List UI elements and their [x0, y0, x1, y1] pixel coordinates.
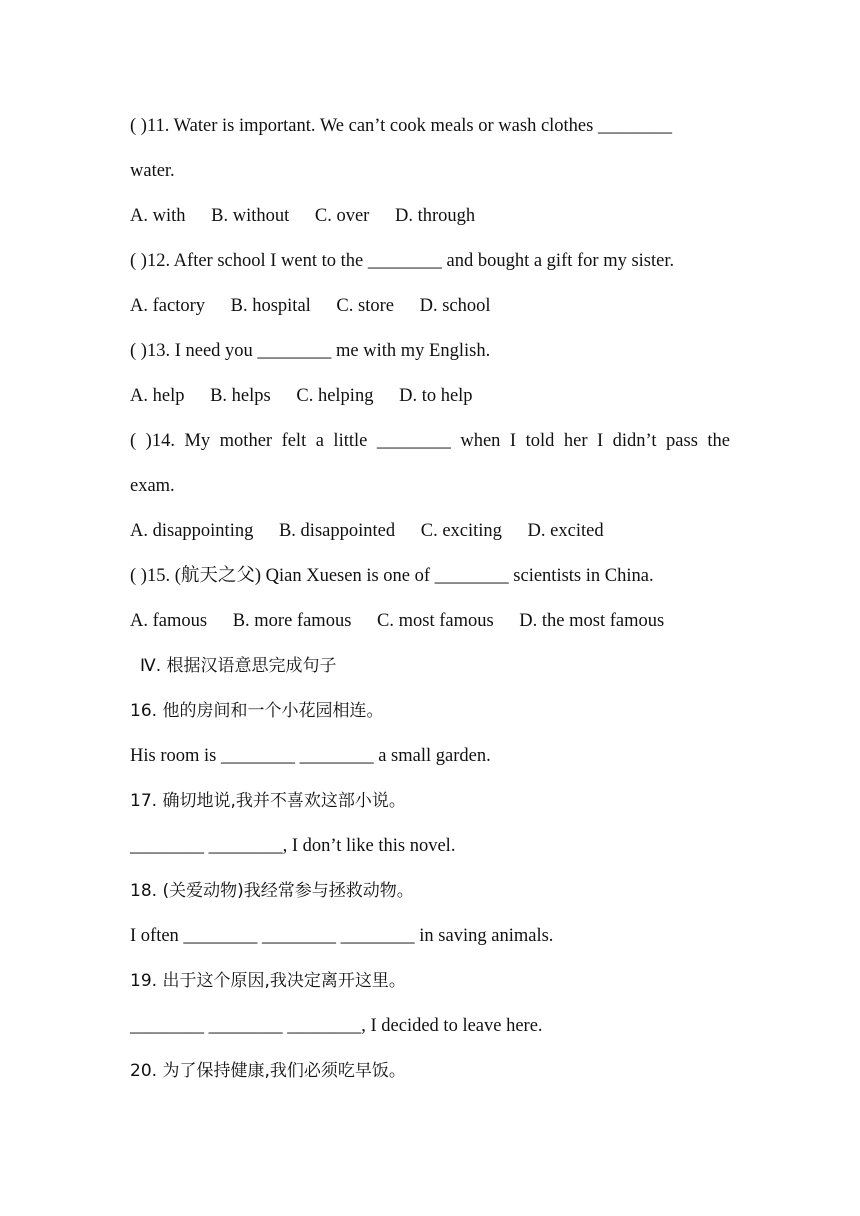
- question-13-stem: ( )13. I need you ________ me with my English.: [130, 341, 491, 361]
- question-11-options: [130, 194, 730, 239]
- translation-18-prompt: 18. (关爱动物)我经常参与拯救动物。: [130, 881, 414, 901]
- option-c: C. helping: [296, 386, 374, 406]
- option-d: D. to help: [399, 386, 473, 406]
- translation-16-answer: His room is ________ ________ a small garden.: [130, 746, 491, 766]
- option-d: D. through: [394, 206, 476, 226]
- option-b: B. helps: [210, 386, 271, 406]
- question-11-stem: ( )11. Water is important. We can’t cook meals or wash clothes ________: [130, 116, 672, 136]
- option-b: B. without: [211, 206, 290, 226]
- question-14-options: [130, 509, 730, 554]
- question-12-options: [130, 284, 730, 329]
- option-b: B. hospital: [230, 296, 311, 316]
- option-d: D. school: [419, 296, 491, 316]
- translation-18-answer: I often ________ ________ ________ in saving animals.: [130, 926, 554, 946]
- translation-17-answer: ________ ________, I don’t like this novel.: [130, 836, 456, 856]
- question-14-stem: ( )14. My mother felt a little ________ when I told her I didn’t pass the: [130, 431, 730, 451]
- question-15-options: [130, 599, 730, 644]
- option-a: A. help: [130, 386, 185, 406]
- option-a: A. with: [130, 206, 186, 226]
- option-c: C. exciting: [420, 521, 502, 541]
- question-15-stem: ( )15. (航天之父) Qian Xuesen is one of ________ scientists in China.: [130, 566, 654, 586]
- option-b: B. more famous: [232, 611, 352, 631]
- option-c: C. over: [314, 206, 370, 226]
- translation-19-answer: ________ ________ ________, I decided to leave here.: [130, 1016, 543, 1036]
- section-title: Ⅳ. 根据汉语意思完成句子: [140, 656, 337, 676]
- option-d: D. excited: [527, 521, 604, 541]
- option-c: C. store: [336, 296, 394, 316]
- option-d: D. the most famous: [519, 611, 665, 631]
- question-12-stem: ( )12. After school I went to the ________ and bought a gift for my sister.: [130, 251, 675, 271]
- translation-17-prompt: 17. 确切地说,我并不喜欢这部小说。: [130, 791, 406, 811]
- option-b: B. disappointed: [278, 521, 396, 541]
- translation-19-prompt: 19. 出于这个原因,我决定离开这里。: [130, 971, 406, 991]
- option-c: C. most famous: [377, 611, 494, 631]
- option-a: A. factory: [130, 296, 205, 316]
- worksheet-page: [130, 104, 730, 1094]
- question-11-stem-continued: water.: [130, 161, 175, 181]
- translation-16-prompt: 16. 他的房间和一个小花园相连。: [130, 701, 384, 721]
- option-a: A. famous: [130, 611, 208, 631]
- question-14-stem-continued: exam.: [130, 476, 175, 496]
- option-a: A. disappointing: [130, 521, 254, 541]
- question-13-options: [130, 374, 730, 419]
- translation-20-prompt: 20. 为了保持健康,我们必须吃早饭。: [130, 1061, 406, 1081]
